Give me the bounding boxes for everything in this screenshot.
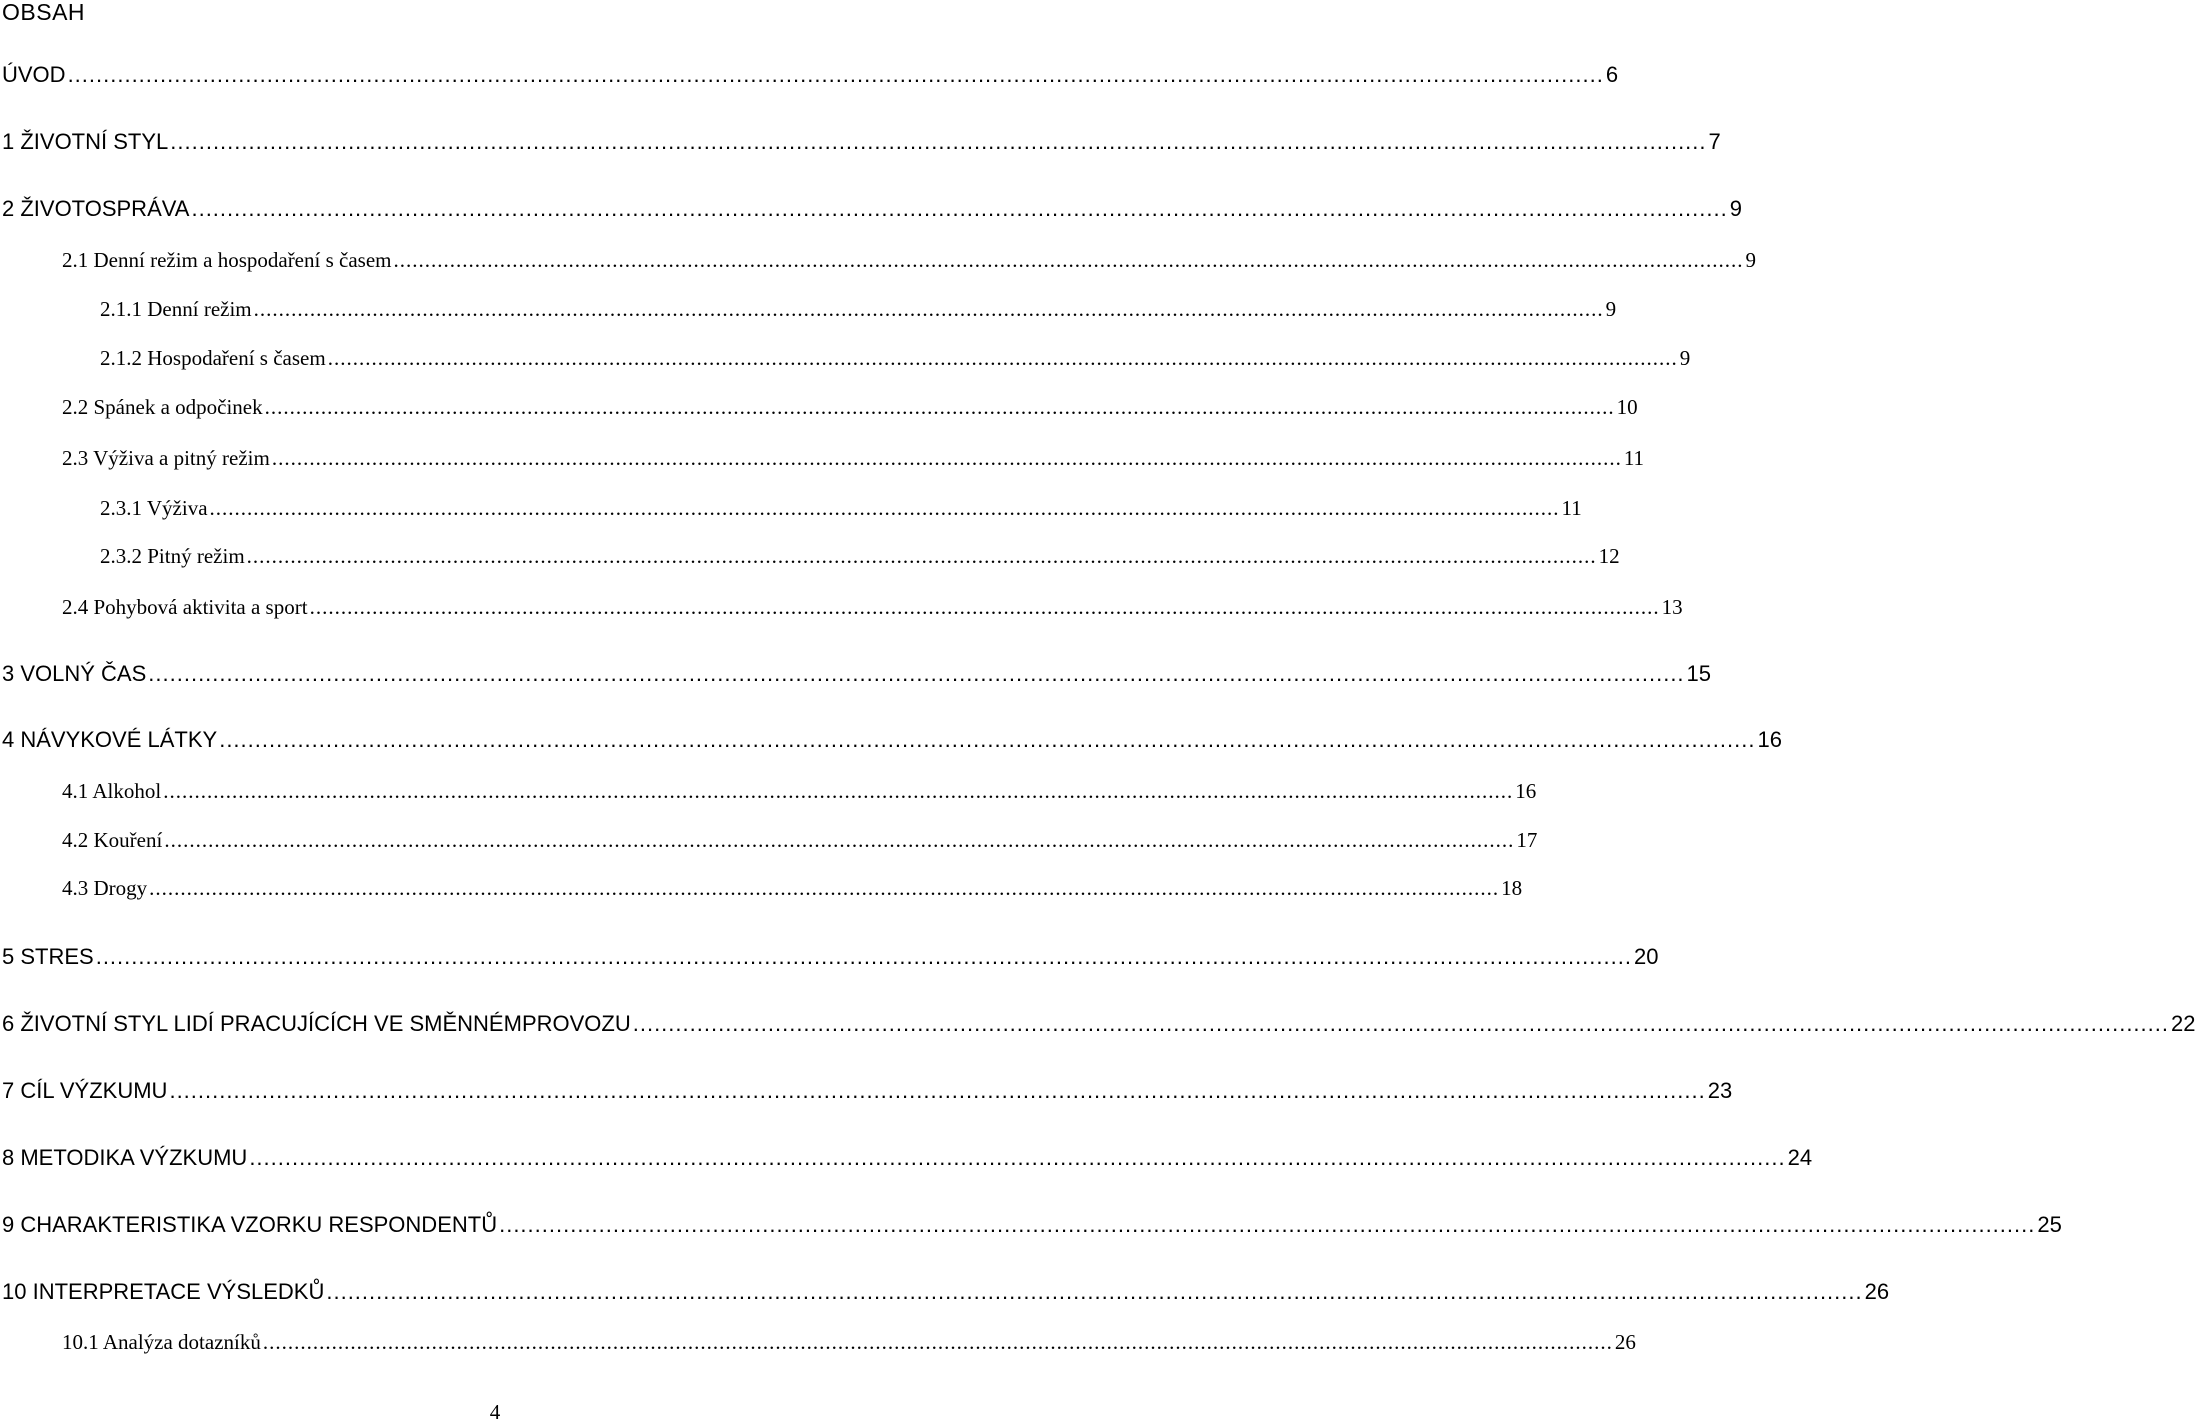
toc-entry-title: 7 CÍL VÝZKUMU [2, 1078, 168, 1103]
dot-leader: ........................................................................................................................................................................................................................ [169, 1078, 1706, 1103]
toc-entry-title: 2.3.1 Výživa [100, 496, 208, 520]
toc-entry-title: 10.1 Analýza dotazníků [62, 1330, 261, 1354]
toc-entry-title: 4 NÁVYKOVÉ LÁTKY [2, 727, 218, 752]
toc-entry-page: 9 [1679, 346, 1691, 370]
dot-leader: ........................................................................................................................................................................................................................ [499, 1212, 2036, 1237]
toc-heading: OBSAH [2, 0, 86, 25]
toc-entry-title: 6 ŽIVOTNÍ STYL LIDÍ PRACUJÍCÍCH VE SMĚNNÉM [2, 1011, 522, 1036]
dot-leader: ........................................................................................................................................................................................................................ [262, 1330, 1613, 1354]
toc-entry-1[interactable] [2, 129, 1721, 159]
toc-entry-title: 5 STRES [2, 944, 94, 969]
dot-leader: ........................................................................................................................................................................................................................ [67, 62, 1604, 87]
toc-entry-title: 4.1 Alkohol [62, 779, 162, 803]
toc-entry-2-1-1[interactable] [100, 297, 1617, 327]
toc-entry-title: 2.4 Pohybová aktivita a sport [62, 595, 308, 619]
toc-entry-title: 2 ŽIVOTOSPRÁVA [2, 196, 190, 221]
dot-leader: ........................................................................................................................................................................................................................ [393, 248, 1744, 272]
toc-entry-page: 12 [1598, 544, 1620, 568]
toc-entry-page: 22 [2171, 1011, 2195, 1036]
dot-leader: ........................................................................................................................................................................................................................ [191, 196, 1728, 221]
dot-leader: ........................................................................................................................................................................................................................ [95, 944, 1632, 969]
toc-entry-4-2[interactable] [62, 828, 1538, 858]
dot-leader: ........................................................................................................................................................................................................................ [271, 446, 1622, 470]
toc-entry-2-3-2[interactable] [100, 544, 1620, 574]
toc-entry-8[interactable] [2, 1145, 1813, 1175]
toc-entry-title: 2.3 Výživa a pitný režim [62, 446, 270, 470]
toc-entry-2-3[interactable] [62, 446, 1645, 476]
toc-entry-page: 16 [1757, 727, 1782, 752]
toc-entry-2-1[interactable] [62, 248, 1756, 278]
toc-entry-title: 4.3 Drogy [62, 876, 148, 900]
toc-entry-title: 9 CHARAKTERISTIKA VZORKU RESPONDENTŮ [2, 1212, 498, 1237]
toc-entry-title: 8 METODIKA VÝZKUMU [2, 1145, 248, 1170]
toc-entry-page: 11 [1623, 446, 1645, 470]
toc-entry-page: 20 [1633, 944, 1659, 969]
toc-entry-6[interactable] [2, 1011, 2195, 1041]
dot-leader: ........................................................................................................................................................................................................................ [219, 727, 1756, 752]
toc-entry-2-4[interactable] [62, 595, 1683, 625]
toc-entry-page: 17 [1516, 828, 1538, 852]
toc-entry-title: ÚVOD [2, 62, 66, 87]
toc-entry-page: 9 [1605, 297, 1617, 321]
dot-leader: ........................................................................................................................................................................................................................ [249, 1145, 1786, 1170]
toc-entry-4-1[interactable] [62, 779, 1537, 809]
toc-entry-page: 6 [1605, 62, 1619, 87]
toc-entry-title: 3 VOLNÝ ČAS [2, 661, 147, 686]
toc-entry-title-continued: PROVOZU [521, 1011, 631, 1036]
dot-leader: ........................................................................................................................................................................................................................ [163, 779, 1514, 803]
toc-entry-page: 24 [1787, 1145, 1813, 1170]
page-number: 4 [489, 1400, 501, 1424]
toc-entry-10[interactable] [2, 1279, 1890, 1309]
toc-entry-title: 2.1.1 Denní režim [100, 297, 252, 321]
toc-entry-title: 1 ŽIVOTNÍ STYL [2, 129, 169, 154]
dot-leader: ........................................................................................................................................................................................................................ [632, 1011, 2169, 1036]
toc-entry-2-3-1[interactable] [100, 496, 1582, 526]
toc-entry-2-1-2[interactable] [100, 346, 1691, 376]
toc-entry-page: 16 [1515, 779, 1537, 803]
toc-entry-2-2[interactable] [62, 395, 1638, 425]
toc-entry-5[interactable] [2, 944, 1659, 974]
dot-leader: ........................................................................................................................................................................................................................ [253, 297, 1604, 321]
toc-entry-9[interactable] [2, 1212, 2062, 1242]
toc-entry-2[interactable] [2, 196, 1742, 226]
toc-entry-7[interactable] [2, 1078, 1733, 1108]
dot-leader: ........................................................................................................................................................................................................................ [170, 129, 1707, 154]
toc-entry-4-3[interactable] [62, 876, 1523, 906]
dot-leader: ........................................................................................................................................................................................................................ [327, 346, 1678, 370]
dot-leader: ........................................................................................................................................................................................................................ [246, 544, 1597, 568]
toc-entry-page: 26 [1614, 1330, 1636, 1354]
dot-leader: ........................................................................................................................................................................................................................ [309, 595, 1660, 619]
dot-leader: ........................................................................................................................................................................................................................ [148, 661, 1685, 686]
toc-entry-page: 26 [1864, 1279, 1890, 1304]
toc-entry-title: 2.3.2 Pitný režim [100, 544, 245, 568]
dot-leader: ........................................................................................................................................................................................................................ [149, 876, 1500, 900]
toc-entry-title: 2.2 Spánek a odpočinek [62, 395, 263, 419]
toc-entry-title: 2.1 Denní režim a hospodaření s časem [62, 248, 392, 272]
toc-entry-page: 9 [1729, 196, 1742, 221]
toc-entry-page: 11 [1561, 496, 1582, 520]
toc-entry-page: 9 [1745, 248, 1756, 272]
dot-leader: ........................................................................................................................................................................................................................ [164, 828, 1515, 852]
toc-entry-page: 13 [1661, 595, 1683, 619]
toc-entry-title: 2.1.2 Hospodaření s časem [100, 346, 326, 370]
toc-entry-uvod[interactable] [2, 62, 1619, 92]
dot-leader: ........................................................................................................................................................................................................................ [209, 496, 1560, 520]
toc-entry-title: 10 INTERPRETACE VÝSLEDKŮ [2, 1279, 325, 1304]
toc-entry-4[interactable] [2, 727, 1782, 757]
toc-entry-3[interactable] [2, 661, 1712, 691]
toc-entry-page: 7 [1708, 129, 1721, 154]
toc-entry-page: 23 [1707, 1078, 1733, 1103]
dot-leader: ........................................................................................................................................................................................................................ [264, 395, 1615, 419]
toc-entry-page: 18 [1501, 876, 1523, 900]
toc-entry-page: 10 [1616, 395, 1638, 419]
toc-entry-page: 25 [2037, 1212, 2062, 1237]
dot-leader: ........................................................................................................................................................................................................................ [326, 1279, 1863, 1304]
toc-entry-page: 15 [1686, 661, 1712, 686]
toc-entry-title: 4.2 Kouření [62, 828, 163, 852]
toc-entry-10-1[interactable] [62, 1330, 1636, 1360]
